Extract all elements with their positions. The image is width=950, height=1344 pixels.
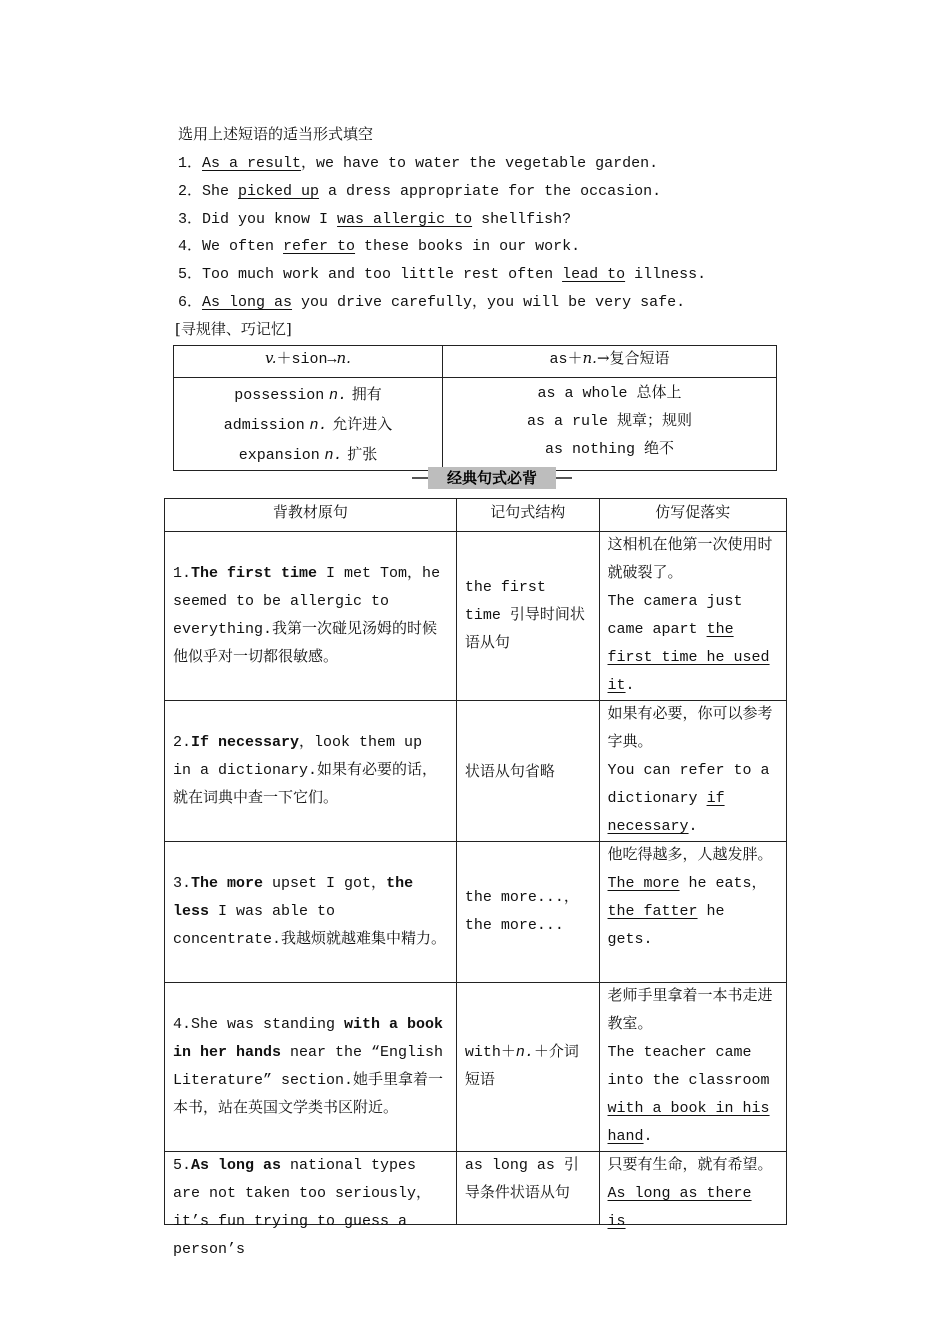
practice (599, 1152, 786, 1230)
col-header-original: 背教材原句 (165, 499, 457, 532)
exercise-item-4 (178, 234, 580, 255)
practice-en: You can refer to a dictionary (607, 762, 770, 807)
list-item (174, 410, 442, 440)
original-sentence (165, 983, 457, 1152)
structure: 状语从句省略 (456, 701, 599, 842)
table-row (165, 983, 787, 1152)
sentence-table (164, 498, 787, 1258)
header-text: ＋sion→ (276, 351, 337, 368)
original-sentence (165, 1152, 457, 1258)
item-text: ，we have to water the vegetable garden. (301, 155, 659, 172)
answer: if necessary (607, 790, 725, 835)
practice (599, 983, 786, 1152)
original-sentence (165, 842, 457, 983)
sentence-text: I met Tom，he seemed to be allergic to everything.我第一次碰见汤姆的时候他似乎对一切都很敏感。 (173, 565, 441, 666)
pos-v: v. (265, 349, 277, 367)
item-text: Too much work and too little rest often (202, 266, 563, 283)
sentence-text: national types are not taken too seriously，it’s fun trying to guess a person’s (173, 1157, 432, 1258)
pos: n. (328, 387, 347, 404)
table-row (165, 532, 787, 701)
answer: The more (607, 875, 680, 892)
item-number: 2． (178, 183, 203, 200)
item-text: She (202, 183, 239, 200)
key-phrase: If necessary (191, 734, 300, 751)
practice-en: The camera just came apart (607, 593, 743, 638)
row-number: 1. (173, 565, 192, 582)
item-number: 6． (178, 294, 203, 311)
practice-en: . (688, 818, 698, 835)
pos-n: n. (582, 349, 597, 367)
structure: the more...，the more... (456, 842, 599, 983)
item-text: illness. (625, 266, 707, 283)
practice-en: he eats， (679, 875, 767, 892)
answer: the fatter (607, 903, 698, 920)
item-text: We often (202, 238, 284, 255)
pos-n: n. (336, 349, 351, 367)
sentence-text: ，look them up in a dictionary.如果有必要的话，就在词典中查一下它们。 (173, 734, 438, 807)
pos: n. (324, 447, 343, 464)
memory-left-list (174, 378, 443, 471)
practice-cn: 如果有必要，你可以参考字典。 (607, 706, 773, 751)
key-phrase: The first time (191, 565, 318, 582)
memory-table (173, 345, 777, 471)
table-row (165, 842, 787, 983)
col-header-structure: 记句式结构 (456, 499, 599, 532)
exercise-item-1 (178, 151, 658, 172)
pos: n. (309, 417, 328, 434)
practice-en: . (625, 677, 635, 694)
practice-cn: 老师手里拿着一本书走进教室。 (607, 988, 773, 1033)
answer: As long as there is (607, 1185, 752, 1230)
item-number: 1． (178, 155, 203, 172)
word: expansion (238, 447, 320, 464)
answer: picked up (238, 183, 320, 200)
answer: was allergic to (337, 211, 473, 228)
original-sentence (165, 701, 457, 842)
key-phrase: As long as (191, 1157, 282, 1174)
answer: with a book in his hand (607, 1100, 770, 1145)
table-row (165, 1152, 787, 1225)
item-text: these books in our work. (355, 238, 581, 255)
row-number: 5. (173, 1157, 192, 1174)
structure-text: as long as 引导条件状语从句 (464, 1157, 579, 1202)
table-row (165, 701, 787, 842)
list-item: as a rule 规章；规则 (526, 413, 692, 430)
row-number: 3. (173, 875, 192, 892)
sentence-text: near the “English Literature” section.她手里拿着一本书，站在英国文学类书区附近。 (173, 1044, 444, 1117)
item-text: shellfish? (472, 211, 572, 228)
row-number: 2. (173, 734, 192, 751)
exercise-item-2 (178, 179, 661, 200)
sentence-text: I was able to concentrate.我越烦就越难集中精力。 (173, 903, 447, 948)
practice (599, 842, 786, 983)
answer: As a result (202, 155, 302, 172)
item-text: Did you know I (202, 211, 338, 228)
original-sentence (165, 532, 457, 701)
practice-cn: 这相机在他第一次使用时就破裂了。 (607, 537, 773, 582)
structure: the first time 引导时间状语从句 (456, 532, 599, 701)
pos-n: n. (515, 1044, 534, 1061)
meaning: 扩张 (347, 445, 378, 463)
item-text: a dress appropriate for the occasion. (319, 183, 662, 200)
memory-header-left (174, 346, 443, 378)
practice-en: he gets. (607, 903, 725, 948)
section-banner (412, 467, 572, 489)
answer: refer to (283, 238, 356, 255)
practice-cn: 只要有生命，就有希望。 (607, 1157, 773, 1174)
answer: As long as (202, 294, 293, 311)
list-item: as nothing 绝不 (544, 441, 675, 458)
banner-rule-left (412, 477, 428, 479)
list-item: as a whole 总体上 (537, 385, 682, 402)
header-text: →复合短语 (596, 349, 670, 367)
banner-label: 经典句式必背 (428, 467, 556, 489)
exercise-item-3 (178, 207, 571, 228)
practice-en: . (643, 1128, 653, 1145)
structure (456, 983, 599, 1152)
key-phrase: The more (191, 875, 264, 892)
meaning: 拥有 (351, 385, 382, 403)
sentence-text: upset I got， (263, 875, 387, 892)
practice (599, 532, 786, 701)
item-number: 5． (178, 266, 203, 283)
row-number: 4. (173, 1016, 192, 1033)
col-header-practice: 仿写促落实 (599, 499, 786, 532)
memory-title: [寻规律、巧记忆] (175, 320, 292, 338)
memory-header-right (443, 346, 777, 378)
exercise-title: 选用上述短语的适当形式填空 (178, 125, 374, 143)
practice-en: The teacher came into the classroom (607, 1044, 770, 1089)
header-text: as＋ (549, 351, 583, 368)
practice-cn: 他吃得越多，人越发胖。 (607, 847, 773, 864)
practice (599, 701, 786, 842)
answer: the first time he used it (607, 621, 770, 694)
memory-right-list (443, 378, 777, 471)
word: admission (223, 417, 305, 434)
key-phrase: the less (173, 875, 414, 920)
list-item (174, 380, 442, 410)
meaning: 允许进入 (332, 415, 393, 433)
item-number: 3． (178, 211, 203, 228)
list-item (174, 440, 442, 470)
sentence-text: She was standing (191, 1016, 345, 1033)
structure-text: with＋ (464, 1044, 516, 1061)
structure-text: ＋介词短语 (464, 1044, 579, 1089)
exercise-item-5 (178, 262, 706, 283)
word: possession (234, 387, 325, 404)
exercise-item-6 (178, 290, 685, 311)
structure (456, 1152, 599, 1225)
item-text: you drive carefully，you will be very safe. (292, 294, 686, 311)
item-number: 4． (178, 238, 203, 255)
key-phrase: with a book in her hands (173, 1016, 444, 1061)
answer: lead to (562, 266, 626, 283)
banner-rule-right (556, 477, 572, 479)
